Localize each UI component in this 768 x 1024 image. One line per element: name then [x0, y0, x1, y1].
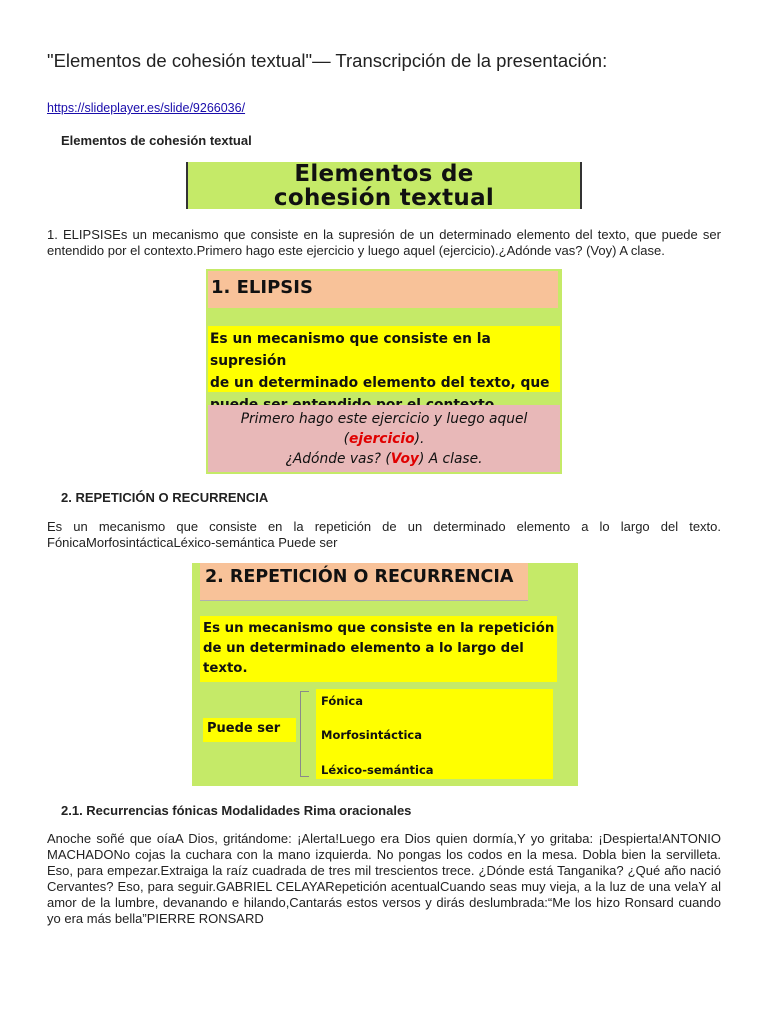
- repeticion-heading: 2. REPETICIÓN O RECURRENCIA: [61, 490, 269, 505]
- source-link[interactable]: https://slideplayer.es/slide/9266036/: [47, 101, 246, 115]
- elipsis-paragraph: 1. ELIPSISEs un mecanismo que consiste en la supresión de un determinado elemento del texto, que puede ser entendido por el contexto.Primero hago este ejercicio y luego aquel (ejercicio).¿Adónde vas? (Voy) A clase.: [47, 227, 721, 258]
- option-morfosintactica: Morfosintáctica: [321, 728, 422, 742]
- repeticion-slide-title: 2. REPETICIÓN O RECURRENCIA: [205, 567, 514, 587]
- elipsis-slide-example: [208, 409, 560, 469]
- repeticion-slide: [192, 563, 578, 786]
- example-highlight-ejercicio: ejercicio: [349, 431, 415, 447]
- example-line2-post: ) A clase.: [418, 451, 483, 467]
- recurrencias-heading: 2.1. Recurrencias fónicas Modalidades Rima oracionales: [61, 803, 412, 818]
- intro-slide-title-line2: cohesión textual: [273, 185, 495, 211]
- elipsis-slide-definition: Es un mecanismo que consiste en la supresión de un determinado elemento del texto, que: [210, 331, 550, 391]
- repeticion-paragraph: Es un mecanismo que consiste en la repetición de un determinado elemento a lo largo del texto. FónicaMorfosintácticaLéxico-semántica Puede ser: [47, 519, 721, 550]
- example-paren-open: (: [343, 431, 350, 447]
- option-lexico-semantica: Léxico-semántica: [321, 763, 434, 777]
- elipsis-slide-header: [208, 271, 558, 308]
- document-title: "Elementos de cohesión textual"— Transcripción de la presentación:: [47, 50, 608, 71]
- elipsis-slide-example-box: [208, 405, 560, 472]
- repeticion-slide-definition-box: [200, 616, 557, 682]
- example-line1: Primero hago este ejercicio y luego aquel: [240, 411, 528, 427]
- recurrencias-paragraph: Anoche soñé que oíaA Dios, gritándome: ¡Alerta!Luego era Dios quien dormía,Y yo gritaba: ¡Despierta!ANTONIO MACHADONo cojas la cuchara con la mano izquierda. No pongas los codos en la mesa. Dobla bien la servilleta. Eso, para empezar.Extraiga la raíz cuadrada de tres mil trescientos trece. ¿Dónde está Tanganika? ¿Qué año nació Cervantes? Eso, para seguir.GABRIEL CELAYARepetición acentualCuando seas muy vieja, a la luz de una velaY al amor de la lumbre, devanando e hilando,Cantarás estos versos y dirás deslumbrada:“Me los hizo Ronsard cuando yo era más bella”PIERRE RONSARD: [47, 831, 721, 926]
- options-bracket: [300, 691, 309, 777]
- intro-slide-banner: [186, 162, 582, 209]
- option-fonica: Fónica: [321, 694, 363, 708]
- options-box: [316, 689, 553, 779]
- intro-heading: Elementos de cohesión textual: [61, 133, 252, 148]
- example-highlight-voy: Voy: [390, 451, 419, 467]
- puede-ser-label: Puede ser: [207, 721, 281, 736]
- example-paren-close: ).: [414, 431, 425, 447]
- repeticion-slide-definition: Es un mecanismo que consiste en la repetición de un determinado elemento a lo largo del texto.: [203, 621, 555, 676]
- elipsis-slide-definition-box: [208, 326, 560, 392]
- repeticion-slide-header: [200, 563, 528, 601]
- elipsis-slide-title: 1. ELIPSIS: [211, 277, 313, 298]
- puede-ser-label-box: [203, 718, 296, 742]
- example-line2-pre: ¿Adónde vas? (: [285, 451, 391, 467]
- elipsis-slide: [206, 269, 562, 474]
- intro-slide-title-line1: Elementos de: [294, 161, 474, 187]
